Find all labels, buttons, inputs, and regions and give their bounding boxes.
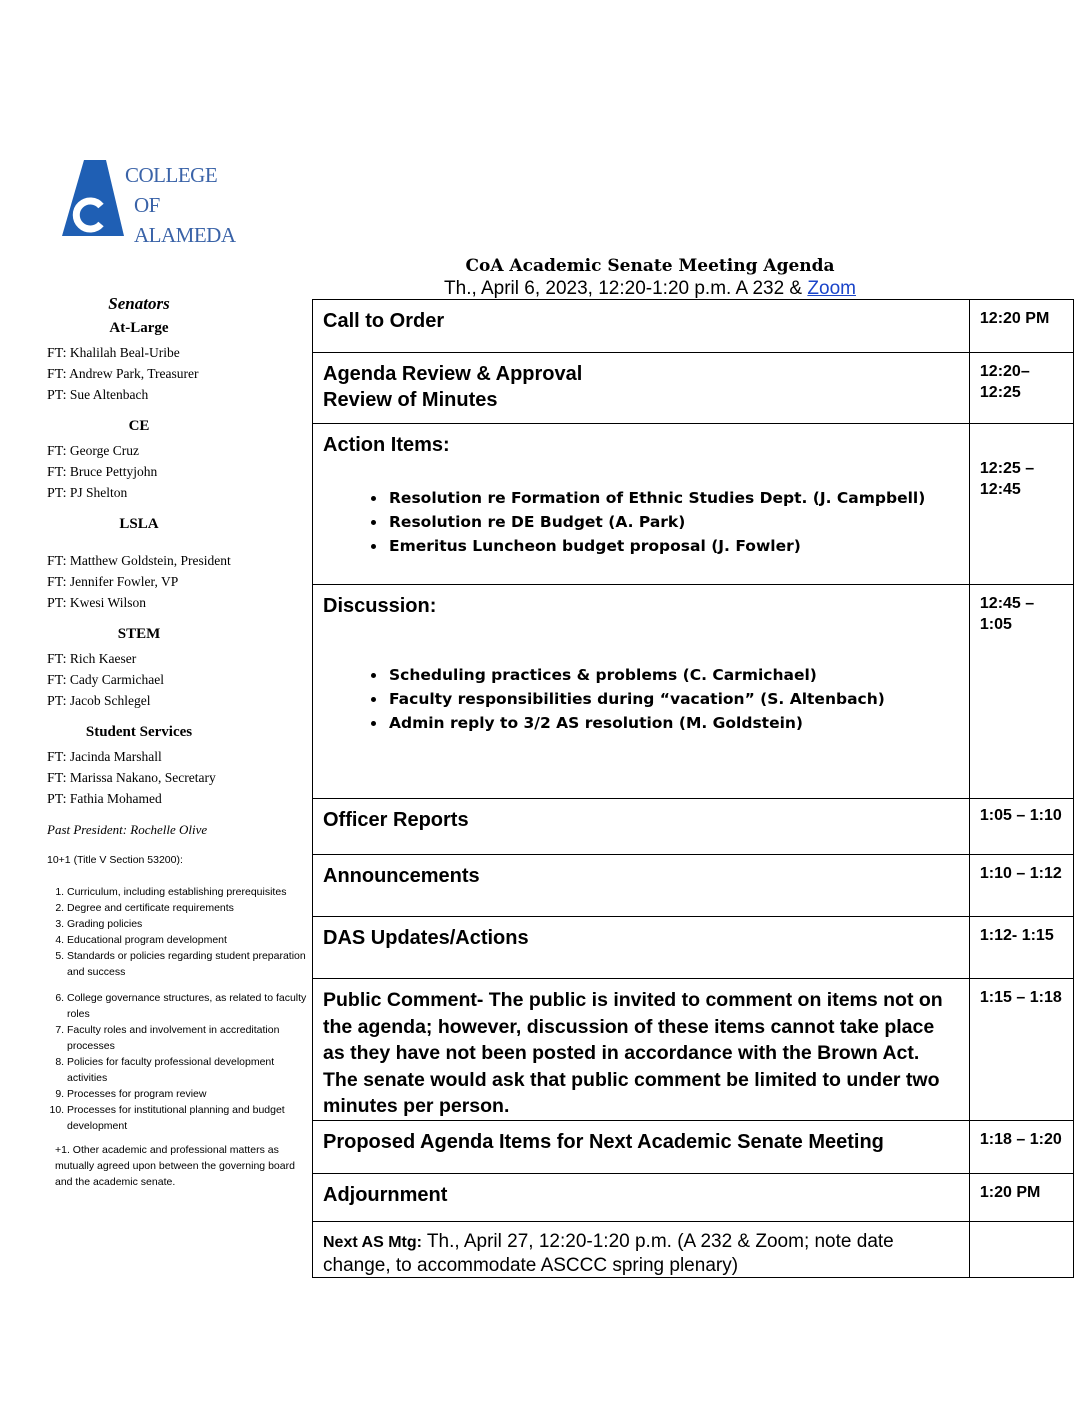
time-cell: 12:25 – 12:45 — [969, 424, 1073, 585]
agenda-item-cell — [313, 424, 970, 585]
time-cell: 1:15 – 1:18 — [969, 979, 1073, 1121]
action-items-title: Action Items: — [323, 434, 450, 456]
action-items-list — [323, 486, 959, 558]
group-title: At-Large — [109, 320, 169, 336]
senator-entry: FT: Marissa Nakano, Secretary — [47, 770, 216, 786]
senator-entry: PT: Kwesi Wilson — [47, 595, 146, 611]
time-cell: 12:45 – 1:05 — [969, 585, 1073, 799]
time-cell: 1:05 – 1:10 — [969, 799, 1073, 855]
table-row — [313, 855, 1074, 917]
senator-entry: FT: Andrew Park, Treasurer — [47, 366, 199, 382]
table-row — [313, 585, 1074, 799]
logo-wordmark — [125, 160, 262, 250]
senators-heading: Senators — [108, 294, 170, 313]
time-cell-empty — [969, 1221, 1073, 1277]
list-item: • Faculty responsibilities during “vacation” (S. Altenbach) — [387, 687, 959, 711]
next-meeting-text: Th., April 27, 12:20-1:20 p.m. (A 232 & Zoom; note date change, to accommodate ASCCC spring plenary) — [323, 1230, 894, 1276]
meeting-subtitle — [312, 278, 988, 300]
das-updates-title: DAS Updates/Actions — [323, 927, 529, 949]
senator-entry: FT: Jennifer Fowler, VP — [47, 574, 179, 590]
table-row — [313, 917, 1074, 979]
senator-group-student-services — [47, 724, 307, 810]
call-to-order-title: Call to Order — [323, 310, 445, 332]
ten-plus-one-extra: +1. Other academic and professional matters as mutually agreed upon between the governing board and the academic senate. — [55, 1144, 295, 1188]
agenda-table — [312, 299, 1074, 1278]
logo-line-2: OF ALAMEDA — [134, 193, 236, 247]
time-cell: 12:20 PM — [969, 300, 1073, 353]
agenda-item-cell — [313, 855, 970, 917]
table-row — [313, 1221, 1074, 1277]
senator-entry: PT: Jacob Schlegel — [47, 693, 151, 709]
agenda-review-title: Agenda Review & Approval — [323, 363, 583, 385]
senator-entry: FT: Khalilah Beal-Uribe — [47, 345, 180, 361]
meeting-datetime: Th., April 6, 2023, 12:20-1:20 p.m. A 232 & — [444, 278, 803, 299]
agenda-item-cell — [313, 1173, 970, 1221]
table-row — [313, 1173, 1074, 1221]
zoom-link[interactable]: Zoom — [807, 278, 856, 299]
agenda-item-cell — [313, 353, 970, 424]
time-cell: 12:20– 12:25 — [969, 353, 1073, 424]
list-item: 6. College governance structures, as related to faculty roles — [67, 990, 307, 1022]
agenda-item-cell — [313, 799, 970, 855]
list-item: 5. Standards or policies regarding student preparation and success — [67, 948, 307, 980]
list-item: • Admin reply to 3/2 AS resolution (M. Goldstein) — [387, 711, 959, 735]
college-logo — [62, 160, 262, 247]
senator-group-stem — [47, 626, 307, 712]
group-title: Student Services — [85, 724, 193, 740]
ten-plus-one-list — [47, 854, 307, 1190]
table-row — [313, 353, 1074, 424]
senator-entry: FT: Cady Carmichael — [47, 672, 164, 688]
agenda-item-cell — [313, 300, 970, 353]
ten-plus-one-items — [47, 884, 307, 1134]
table-row — [313, 979, 1074, 1121]
table-row — [313, 424, 1074, 585]
list-item: 4. Educational program development — [67, 932, 307, 948]
announcements-title: Announcements — [323, 865, 480, 887]
group-title: LSLA — [119, 516, 159, 532]
time-cell: 1:18 – 1:20 — [969, 1120, 1073, 1173]
senator-entry: FT: Bruce Pettyjohn — [47, 464, 158, 480]
table-row — [313, 300, 1074, 353]
list-item: 9. Processes for program review — [67, 1086, 307, 1102]
proposed-items-title: Proposed Agenda Items for Next Academic Senate Meeting — [323, 1130, 884, 1153]
senator-entry: FT: George Cruz — [47, 443, 140, 459]
agenda-item-cell — [313, 917, 970, 979]
next-meeting-label: Next AS Mtg: — [323, 1233, 422, 1251]
group-title: CE — [128, 418, 150, 434]
agenda-item-cell — [313, 585, 970, 799]
agenda-item-cell — [313, 979, 970, 1121]
group-title: STEM — [117, 626, 161, 642]
senator-group-at-large — [47, 320, 307, 406]
senator-entry: FT: Rich Kaeser — [47, 651, 137, 667]
discussion-title: Discussion: — [323, 595, 437, 617]
discussion-list — [323, 663, 959, 735]
list-item: • Resolution re Formation of Ethnic Studies Dept. (J. Campbell) — [387, 486, 959, 510]
list-item: 7. Faculty roles and involvement in accreditation processes — [67, 1022, 307, 1054]
senator-entry: PT: PJ Shelton — [47, 485, 128, 501]
time-cell: 1:12- 1:15 — [969, 917, 1073, 979]
time-cell: 1:10 – 1:12 — [969, 855, 1073, 917]
college-a-logo-icon — [62, 160, 124, 236]
logo-line-1: COLLEGE — [125, 163, 218, 187]
past-president: Past President: Rochelle Olive — [47, 822, 208, 837]
ten-plus-one-heading: 10+1 (Title V Section 53200): — [47, 854, 183, 866]
table-row — [313, 1120, 1074, 1173]
page-title: CoA Academic Senate Meeting Agenda — [465, 256, 835, 276]
list-item: 10. Processes for institutional planning and budget development — [67, 1102, 307, 1134]
officer-reports-title: Officer Reports — [323, 809, 469, 831]
list-item: • Scheduling practices & problems (C. Carmichael) — [387, 663, 959, 687]
agenda-item-cell — [313, 1120, 970, 1173]
senator-group-ce — [47, 418, 307, 504]
list-item: 1. Curriculum, including establishing prerequisites — [67, 884, 307, 900]
list-item: 3. Grading policies — [67, 916, 307, 932]
senator-entry: PT: Sue Altenbach — [47, 387, 149, 403]
next-meeting — [323, 1230, 959, 1277]
agenda-item-cell — [313, 1221, 970, 1277]
senators-sidebar — [47, 294, 307, 1190]
public-comment-text: Public Comment- The public is invited to comment on items not on the agenda; however, discussion of these items cannot take place as they have not been posted in accordance with the Brown Act. The senate would ask that public comment be limited to under two minutes per person. — [323, 989, 943, 1117]
list-item: • Emeritus Luncheon budget proposal (J. Fowler) — [387, 534, 959, 558]
time-cell: 1:20 PM — [969, 1173, 1073, 1221]
review-minutes-title: Review of Minutes — [323, 389, 498, 411]
senator-entry: FT: Matthew Goldstein, President — [47, 553, 231, 569]
list-item: 2. Degree and certificate requirements — [67, 900, 307, 916]
adjournment-title: Adjournment — [323, 1183, 448, 1206]
list-item: 8. Policies for faculty professional development activities — [67, 1054, 307, 1086]
senator-entry: PT: Fathia Mohamed — [47, 791, 162, 807]
senator-entry: FT: Jacinda Marshall — [47, 749, 162, 765]
table-row — [313, 799, 1074, 855]
list-item: • Resolution re DE Budget (A. Park) — [387, 510, 959, 534]
senator-group-lsla — [47, 516, 307, 614]
